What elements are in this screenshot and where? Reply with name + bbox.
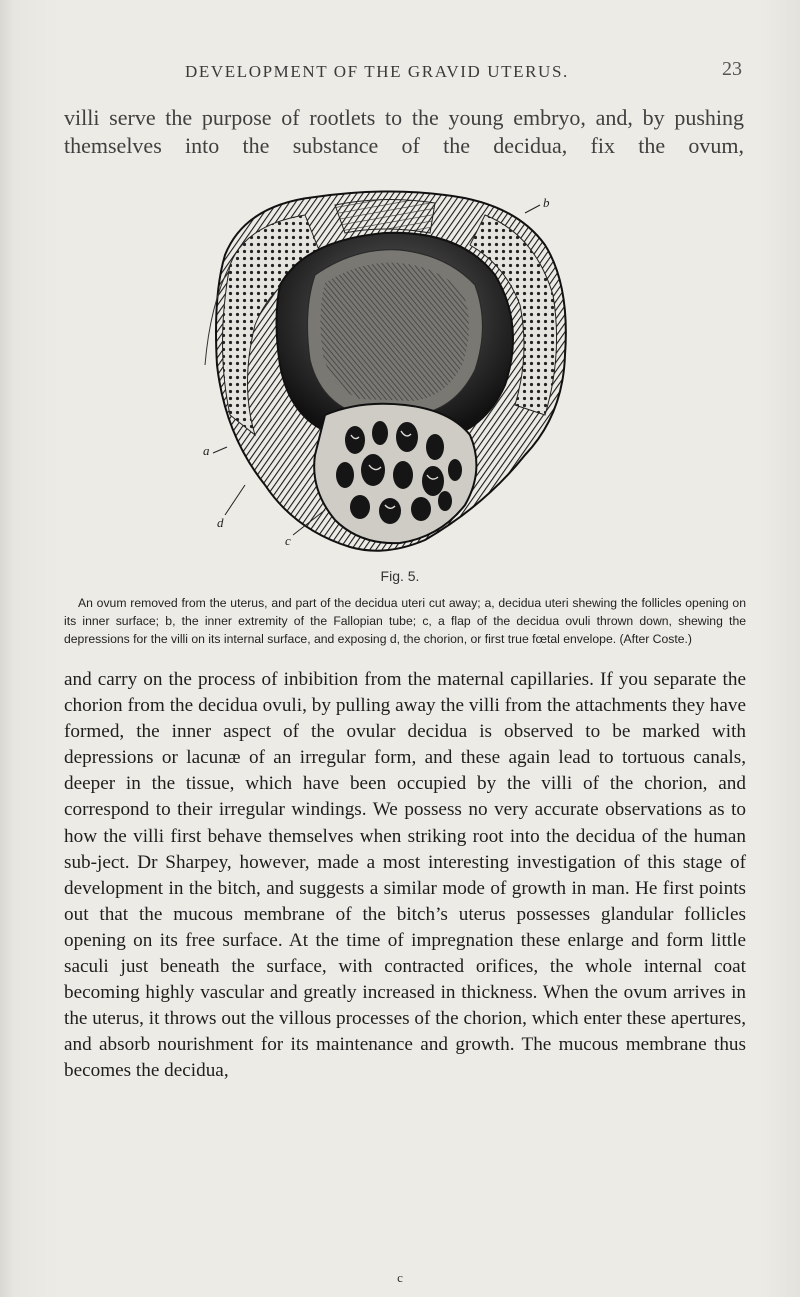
figure-label-a: a [203, 443, 210, 458]
continued-paragraph: villi serve the purpose of rootlets to the young embryo, and, by pushing themselves into the substance of the decidua, fix the ovum, [64, 105, 744, 158]
signature-mark: c [397, 1270, 403, 1285]
figure-ovum-illustration [185, 185, 625, 560]
figure-caption: An ovum removed from the uterus, and part of the decidua uteri cut away; a, decidua uteri shewing the follicles opening on its inner surface; b, the inner extremity of the Fallopian tube; c, a flap of the decidua ovuli thrown down, shewing the depressions for the villi on its internal surface, and exposing d, the chorion, or first true fœtal envelope. (After Coste.) [64, 596, 746, 646]
body-paragraph-text: and carry on the process of inbibition from the maternal capillaries. If you separate the chorion from the decidua ovuli, by pulling away the villi from the attachments they have formed, the inner aspect of the ovular decidua is observed to be marked with depressions or lacunæ of an irregular form, and these again lead to tortuous canals, deeper in the tissue, which have been occupied by the villi of the chorion, and correspond to their irregular windings. We possess no very accurate observations as to how the villi first behave themselves when striking root into the decidua of the human sub-ject. Dr Sharpey, however, made a most interesting investigation of this stage of development in the bitch, and suggests a similar mode of growth in man. He first points out that the mucous membrane of the bitch’s uterus possesses glandular follicles opening on its free surface. At the time of impregnation these enlarge and form little saculi just beneath the surface, with contracted orifices, the whole internal coat becoming highly vascular and greatly increased in thickness. When the ovum arrives in the uterus, it throws out the villous processes of the chorion, which enter these apertures, and absorb nourishment for its maintenance and growth. The mucous membrane thus becomes the decidua, [64, 669, 746, 1082]
figure-title: Fig. 5. [380, 568, 420, 584]
ovum-engraving [185, 185, 625, 560]
running-head [0, 58, 800, 84]
running-title: DEVELOPMENT OF THE GRAVID UTERUS. [185, 62, 569, 81]
figure-label-c: c [285, 533, 291, 548]
page-number: 23 [722, 58, 742, 80]
figure-label-b: b [543, 195, 550, 210]
body-paragraph [64, 667, 746, 1085]
figure-label-d: d [217, 515, 224, 530]
